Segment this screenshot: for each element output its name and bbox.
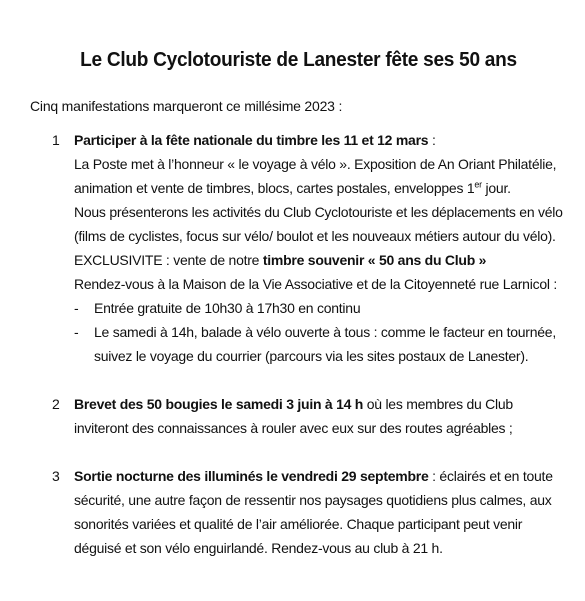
item-paragraph — [74, 392, 567, 440]
body-line — [74, 176, 567, 200]
dash-marker: - — [74, 300, 79, 316]
bold-text: timbre souvenir « 50 ans du Club » — [262, 252, 487, 268]
text-span: jour. — [481, 180, 511, 196]
list-item — [74, 296, 567, 320]
text-span: EXCLUSIVITE : vente de notre — [74, 252, 263, 268]
list-item-1 — [30, 128, 567, 368]
body-line: Nous présenterons les activités du Club Cyclotouriste et les déplacements en vélo — [74, 204, 563, 220]
list-item — [74, 320, 567, 368]
item-number: 2 — [52, 396, 60, 412]
item-heading: Sortie nocturne des illuminés le vendredi 29 septembre — [74, 468, 429, 484]
superscript: er — [474, 179, 482, 190]
body-line: Rendez-vous à la Maison de la Vie Associative et de la Citoyenneté rue Larnicol : — [74, 276, 558, 292]
page-title: Le Club Cyclotouriste de Lanester fête ses 50 ans — [80, 48, 517, 71]
body-line — [74, 248, 567, 272]
intro-text: Cinq manifestations marqueront ce millésime 2023 : — [30, 98, 343, 114]
item-text: : éclairés et en toute sécurité, une autre façon de ressentir nos paysages quotidiens plus calmes, aux sonorités variées et qualité de l’air améliorée. Chaque participant peut venir déguisé et son vélo enguirlandé. Rendez-vous au club à 21 h. — [74, 468, 553, 556]
list-item-3 — [30, 464, 567, 560]
item-text: où les membres du Club inviteront des connaissances à rouler avec eux sur des routes agréables ; — [74, 396, 513, 436]
body-line: La Poste met à l’honneur « le voyage à vélo ». Exposition de An Oriant Philatélie, — [74, 156, 557, 172]
bullet-text: Entrée gratuite de 10h30 à 17h30 en continu — [94, 300, 361, 316]
item-paragraph — [74, 464, 567, 560]
bullet-text: Le samedi à 14h, balade à vélo ouverte à tous : comme le facteur en tournée, suivez le voyage du courrier (parcours via les sites postaux de Lanester). — [94, 324, 556, 364]
heading-suffix: : — [428, 132, 436, 148]
item-heading-line — [74, 128, 567, 152]
list-item-2 — [30, 392, 567, 440]
item-number: 3 — [52, 468, 60, 484]
body-line: (films de cyclistes, focus sur vélo/ boulot et les nouveaux métiers autour du vélo). — [74, 228, 556, 244]
item-number: 1 — [52, 132, 60, 148]
item-heading: Participer à la fête nationale du timbre les 11 et 12 mars — [74, 132, 429, 148]
dash-marker: - — [74, 324, 79, 340]
text-span: animation et vente de timbres, blocs, cartes postales, enveloppes 1 — [74, 180, 475, 196]
item-heading: Brevet des 50 bougies le samedi 3 juin à 14 h — [74, 396, 364, 412]
dash-list — [74, 296, 567, 368]
